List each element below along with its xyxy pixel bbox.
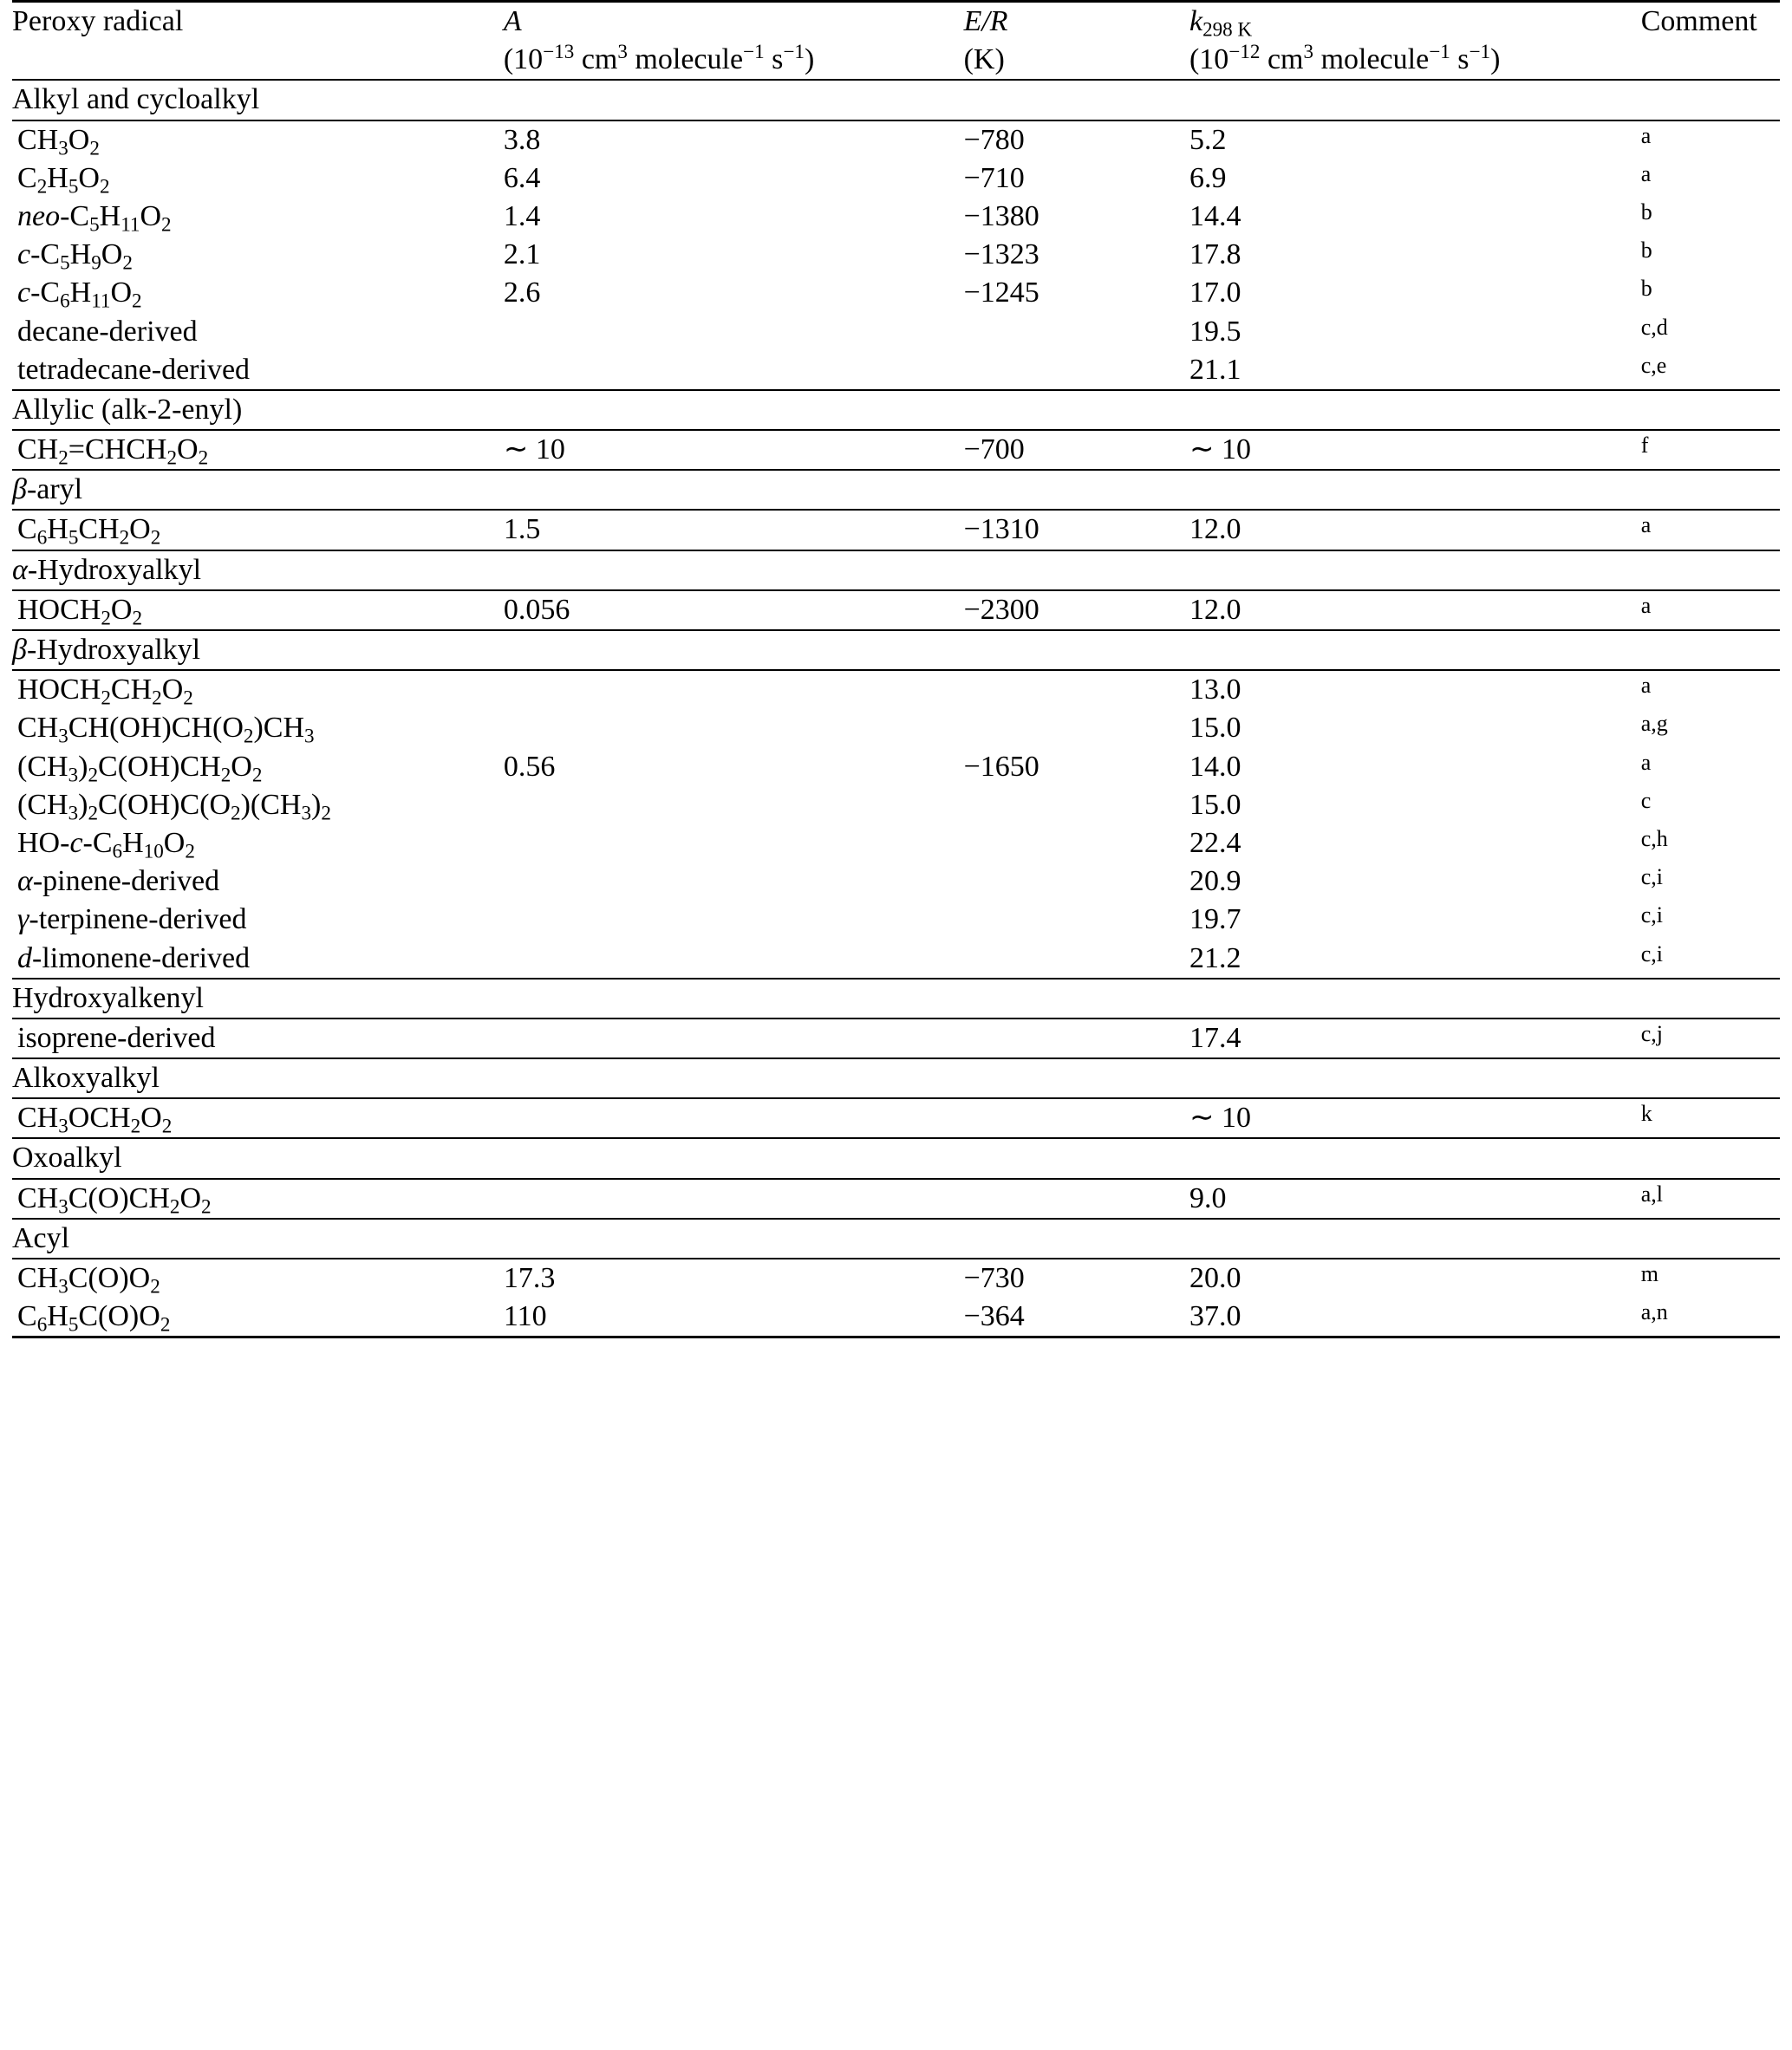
cell-comment: c,i: [1640, 940, 1663, 966]
cell-peroxy-radical: $HOCH_2CH_2O_2$: [12, 670, 504, 709]
cell-comment: a,l: [1641, 1179, 1780, 1219]
cell-er-value: −1380: [963, 199, 1039, 232]
cell-k298-value: 14.4: [1189, 199, 1241, 232]
cell-comment: a: [1641, 670, 1780, 709]
cell-k298-value: 14.0: [1189, 750, 1241, 783]
header-er-symbol: E/R: [964, 2, 1189, 42]
cell-peroxy-radical: $C_2H_5O_2$: [17, 161, 110, 198]
table-row: [12, 1098, 1780, 1138]
table-bottom-rule: [12, 1336, 1780, 1337]
table-row: [12, 313, 1780, 351]
cell-a-value: 17.3: [504, 1259, 964, 1298]
group-header-row: [12, 1138, 1780, 1178]
cell-er-value: [964, 901, 1189, 939]
cell-a-value: [504, 709, 964, 747]
cell-comment: m: [1641, 1259, 1780, 1298]
cell-peroxy-radical: $HOCH_2O_2$: [12, 590, 504, 630]
table-row: [12, 670, 1780, 709]
cell-a-value: 110: [503, 1300, 547, 1333]
table-row: [12, 198, 1780, 236]
header-k-units: ($10^{-12}$ $cm^3$ molecule$^{-1}$ $s^{-1}$): [1189, 41, 1501, 76]
cell-a-value: [504, 1098, 964, 1138]
table-row: [12, 709, 1780, 747]
table-row: [12, 1259, 1780, 1298]
cell-a-value: [504, 670, 964, 709]
cell-comment: b: [1640, 238, 1652, 264]
cell-peroxy-radical: decane-derived: [17, 315, 198, 348]
group-header-row: [12, 550, 1780, 590]
cell-k298-value: 12.0: [1189, 510, 1641, 550]
table-row: [12, 1298, 1780, 1336]
cell-k298-value: 37.0: [1189, 1300, 1241, 1333]
table-row: [12, 351, 1780, 390]
cell-peroxy-radical: $CH_3OCH_2O_2$: [12, 1098, 504, 1138]
table-row: [12, 236, 1780, 274]
cell-a-value: [504, 1018, 964, 1058]
cell-comment: a: [1640, 749, 1652, 775]
cell-er-value: [964, 1018, 1189, 1058]
cell-peroxy-radical: $C_6H_5C(O)O_2$: [17, 1300, 171, 1337]
cell-k298-value: 17.8: [1189, 238, 1241, 271]
cell-er-value: −1245: [963, 277, 1039, 309]
group-header-row: [12, 979, 1780, 1018]
table-row: [12, 748, 1780, 786]
cell-a-value: 0.056: [504, 590, 964, 630]
cell-comment: c,i: [1640, 902, 1663, 928]
cell-comment: a,g: [1640, 711, 1668, 737]
group-label: Oxoalkyl: [12, 1138, 1780, 1178]
cell-er-value: [964, 670, 1189, 709]
cell-a-value: 2.6: [503, 277, 541, 309]
header-comment: Comment: [1641, 2, 1780, 42]
group-label: Acyl: [12, 1219, 1780, 1259]
cell-comment: c,i: [1640, 864, 1663, 890]
cell-peroxy-radical: $C_6H_5CH_2O_2$: [12, 510, 504, 550]
cell-k298-value: 17.0: [1189, 277, 1241, 309]
cell-er-value: −1650: [963, 750, 1039, 783]
cell-k298-value: 15.0: [1189, 788, 1241, 821]
cell-a-value: 3.8: [504, 120, 964, 159]
cell-a-value: 1.4: [503, 199, 541, 232]
cell-er-value: [964, 940, 1189, 979]
cell-k298-value: 21.1: [1189, 353, 1241, 386]
cell-er-value: −710: [963, 161, 1025, 194]
cell-er-value: [964, 786, 1189, 824]
cell-k298-value: 19.7: [1189, 903, 1241, 936]
group-label: α-Hydroxyalkyl: [12, 550, 1780, 590]
cell-comment: f: [1641, 430, 1780, 470]
cell-er-value: [964, 313, 1189, 351]
cell-peroxy-radical: $(CH_3)_2C(OH)CH_2O_2$: [17, 750, 263, 787]
group-header-row: [12, 470, 1780, 510]
table-row: [12, 901, 1780, 939]
cell-er-value: −364: [963, 1300, 1025, 1333]
group-header-row: [12, 1058, 1780, 1098]
cell-er-value: −2300: [964, 590, 1189, 630]
cell-comment: c,h: [1640, 825, 1668, 851]
cell-a-value: 2.1: [503, 238, 541, 271]
header-k-symbol: $k_{298 K}$: [1189, 2, 1641, 42]
cell-er-value: [964, 862, 1189, 901]
cell-a-value: 0.56: [503, 750, 556, 783]
cell-comment: k: [1641, 1098, 1780, 1138]
cell-er-value: −780: [964, 120, 1189, 159]
group-header-row: [12, 80, 1780, 120]
table-body: [12, 2, 1780, 1337]
group-label: Hydroxyalkenyl: [12, 979, 1780, 1018]
cell-peroxy-radical: d-limonene-derived: [17, 941, 251, 974]
cell-k298-value: ∼ 10: [1189, 1098, 1641, 1138]
cell-peroxy-radical: $CH_2=CHCH_2O_2$: [12, 430, 504, 470]
cell-comment: c,d: [1640, 314, 1668, 340]
cell-a-value: [504, 351, 964, 390]
peroxy-radical-rate-table: [12, 0, 1780, 1338]
group-label: β-Hydroxyalkyl: [12, 630, 1780, 670]
table-header-row-2: [12, 41, 1780, 80]
table-row: [12, 120, 1780, 159]
cell-peroxy-radical: $CH_3C(O)CH_2O_2$: [12, 1179, 504, 1219]
table-row: [12, 786, 1780, 824]
table-row: [12, 1018, 1780, 1058]
table-row: [12, 590, 1780, 630]
cell-peroxy-radical: $CH_3O_2$: [12, 120, 504, 159]
cell-k298-value: 9.0: [1189, 1179, 1641, 1219]
cell-comment: c,j: [1641, 1018, 1780, 1058]
group-label: β-aryl: [12, 470, 1780, 510]
cell-er-value: [964, 709, 1189, 747]
cell-a-value: 1.5: [504, 510, 964, 550]
cell-er-value: [964, 351, 1189, 390]
cell-comment: a: [1641, 590, 1780, 630]
cell-a-value: ∼ 10: [504, 430, 964, 470]
table-header-row-1: [12, 2, 1780, 42]
cell-a-value: [504, 901, 964, 939]
cell-peroxy-radical: neo-$C_5H_{11}O_2$: [17, 199, 172, 237]
cell-a-value: [504, 786, 964, 824]
cell-k298-value: 20.9: [1189, 865, 1241, 898]
cell-er-value: [964, 1179, 1189, 1219]
cell-peroxy-radical: isoprene-derived: [12, 1018, 504, 1058]
group-header-row: [12, 1219, 1780, 1259]
header-units-blank: [12, 41, 504, 80]
table-row: [12, 510, 1780, 550]
header-a-units: ($10^{-13}$ $cm^3$ molecule$^{-1}$ $s^{-1}$): [503, 41, 815, 76]
group-header-row: [12, 390, 1780, 430]
cell-comment: b: [1640, 276, 1652, 302]
cell-a-value: [504, 862, 964, 901]
cell-comment: c,e: [1640, 352, 1667, 378]
table-row: [12, 824, 1780, 862]
group-header-row: [12, 630, 1780, 670]
group-label: Alkyl and cycloalkyl: [12, 80, 1780, 120]
cell-peroxy-radical: $c-C_5H_9O_2$: [17, 238, 133, 275]
cell-peroxy-radical: $(CH_3)_2C(OH)C(O_2)(CH_3)_2$: [17, 788, 331, 825]
table-row: [12, 1179, 1780, 1219]
cell-comment: a: [1641, 510, 1780, 550]
cell-k298-value: 19.5: [1189, 315, 1241, 348]
cell-k298-value: 22.4: [1189, 826, 1241, 859]
cell-a-value: 6.4: [503, 161, 541, 194]
group-label: Allylic (alk-2-enyl): [12, 390, 1780, 430]
table-row: [12, 159, 1780, 198]
cell-comment: c: [1640, 787, 1652, 813]
cell-er-value: [964, 824, 1189, 862]
cell-er-value: −1310: [964, 510, 1189, 550]
cell-er-value: −730: [964, 1259, 1189, 1298]
table-row: [12, 274, 1780, 312]
header-er-units: (K): [963, 43, 1005, 76]
cell-a-value: [504, 824, 964, 862]
group-label: Alkoxyalkyl: [12, 1058, 1780, 1098]
cell-k298-value: 12.0: [1189, 590, 1641, 630]
cell-peroxy-radical: α-pinene-derived: [17, 865, 220, 898]
cell-k298-value: 6.9: [1189, 161, 1227, 194]
cell-k298-value: 20.0: [1189, 1259, 1641, 1298]
table-row: [12, 862, 1780, 901]
cell-peroxy-radical: tetradecane-derived: [17, 353, 251, 386]
cell-a-value: [504, 313, 964, 351]
header-a-symbol: A: [504, 2, 964, 42]
cell-k298-value: 13.0: [1189, 670, 1641, 709]
table-row: [12, 430, 1780, 470]
cell-k298-value: 5.2: [1189, 120, 1641, 159]
cell-comment: a: [1641, 120, 1780, 159]
cell-peroxy-radical: $HO-c-C_6H_{10}O_2$: [17, 826, 195, 863]
cell-peroxy-radical: $CH_3CH(OH)CH(O_2)CH_3$: [17, 712, 315, 748]
cell-comment: a,n: [1640, 1299, 1668, 1325]
cell-k298-value: 15.0: [1189, 712, 1241, 745]
cell-a-value: [504, 940, 964, 979]
cell-peroxy-radical: $c-C_6H_{11}O_2$: [17, 277, 142, 313]
cell-comment: a: [1640, 160, 1652, 186]
cell-er-value: −1323: [963, 238, 1039, 271]
cell-k298-value: ∼ 10: [1189, 430, 1641, 470]
table-row: [12, 940, 1780, 979]
cell-k298-value: 21.2: [1189, 941, 1241, 974]
cell-k298-value: 17.4: [1189, 1018, 1641, 1058]
header-peroxy-radical: Peroxy radical: [12, 2, 504, 42]
cell-a-value: [504, 1179, 964, 1219]
cell-er-value: [964, 1098, 1189, 1138]
cell-peroxy-radical: γ-terpinene-derived: [17, 903, 247, 936]
cell-er-value: −700: [964, 430, 1189, 470]
header-comment-units-blank: [1641, 41, 1780, 80]
cell-peroxy-radical: $CH_3C(O)O_2$: [12, 1259, 504, 1298]
cell-comment: b: [1640, 198, 1652, 225]
